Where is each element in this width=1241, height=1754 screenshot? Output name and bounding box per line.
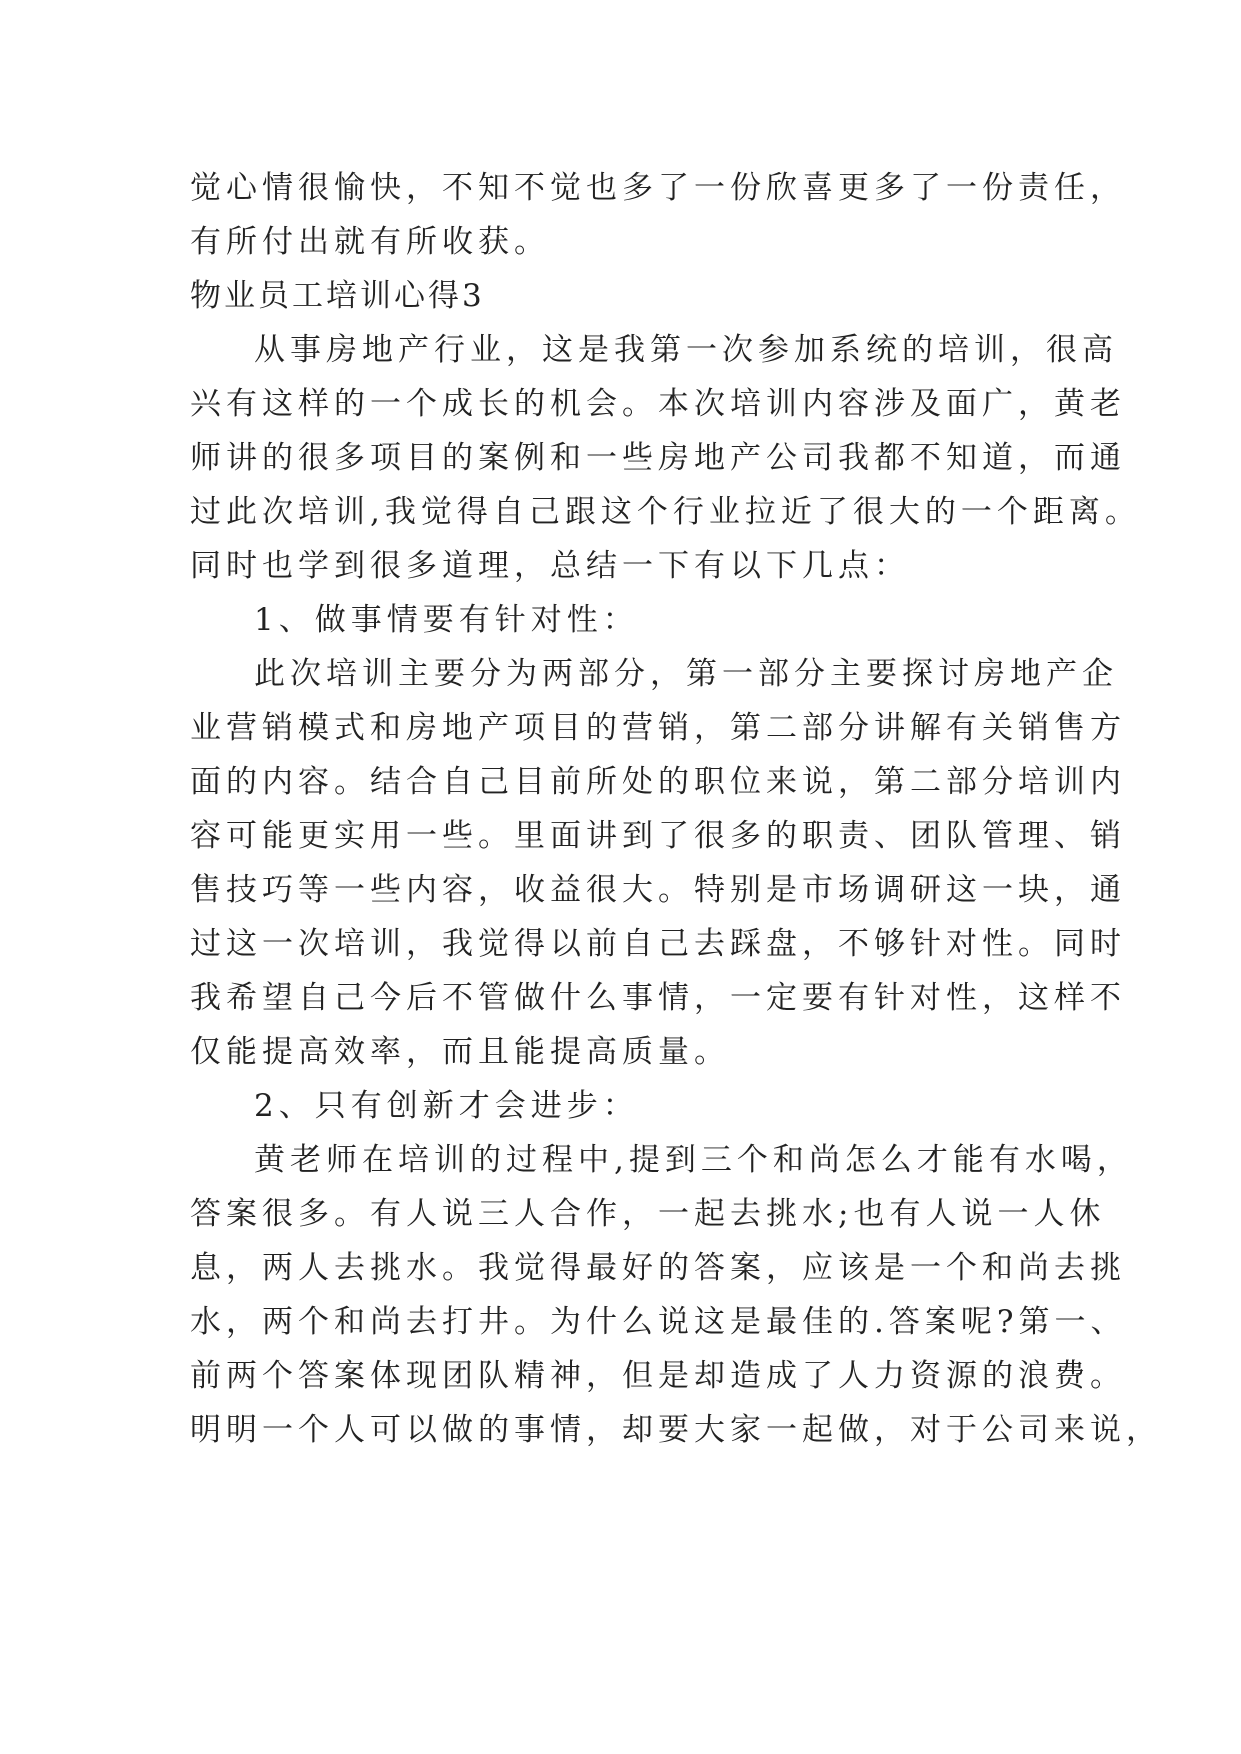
list-heading-2: 2、只有创新才会进步： xyxy=(254,1088,639,1124)
text-line: 前两个答案体现团队精神，但是却造成了人力资源的浪费。 xyxy=(190,1358,1126,1394)
text-line: 过此次培训,我觉得自己跟这个行业拉近了很大的一个距离。 xyxy=(190,494,1141,530)
text-line: 业营销模式和房地产项目的营销，第二部分讲解有关销售方 xyxy=(190,710,1126,746)
text-line: 兴有这样的一个成长的机会。本次培训内容涉及面广，黄老 xyxy=(190,386,1126,422)
text-line: 过这一次培训，我觉得以前自己去踩盘，不够针对性。同时 xyxy=(190,926,1126,962)
text-line: 师讲的很多项目的案例和一些房地产公司我都不知道，而通 xyxy=(190,440,1126,476)
text-line: 息，两人去挑水。我觉得最好的答案，应该是一个和尚去挑 xyxy=(190,1250,1126,1286)
text-line: 同时也学到很多道理，总结一下有以下几点： xyxy=(190,548,910,584)
text-line: 有所付出就有所收获。 xyxy=(190,224,550,260)
list-heading-1: 1、做事情要有针对性： xyxy=(254,602,639,638)
text-line: 我希望自己今后不管做什么事情，一定要有针对性，这样不 xyxy=(190,980,1126,1016)
text-line: 面的内容。结合自己目前所处的职位来说，第二部分培训内 xyxy=(190,764,1126,800)
text-line: 觉心情很愉快，不知不觉也多了一份欣喜更多了一份责任， xyxy=(190,170,1126,206)
text-line: 水，两个和尚去打井。为什么说这是最佳的.答案呢?第一、 xyxy=(190,1304,1127,1340)
text-line: 容可能更实用一些。里面讲到了很多的职责、团队管理、销 xyxy=(190,818,1126,854)
section-title: 物业员工培训心得3 xyxy=(190,278,485,314)
text-line: 售技巧等一些内容，收益很大。特别是市场调研这一块，通 xyxy=(190,872,1126,908)
text-line: 答案很多。有人说三人合作，一起去挑水;也有人说一人休 xyxy=(190,1196,1106,1232)
paragraph-first-line: 从事房地产行业，这是我第一次参加系统的培训，很高 xyxy=(254,332,1118,368)
paragraph-first-line: 此次培训主要分为两部分，第一部分主要探讨房地产企 xyxy=(254,656,1118,692)
text-line: 明明一个人可以做的事情，却要大家一起做，对于公司来说， xyxy=(190,1412,1162,1448)
text-line: 仅能提高效率，而且能提高质量。 xyxy=(190,1034,730,1070)
paragraph-first-line: 黄老师在培训的过程中,提到三个和尚怎么才能有水喝， xyxy=(254,1142,1133,1178)
